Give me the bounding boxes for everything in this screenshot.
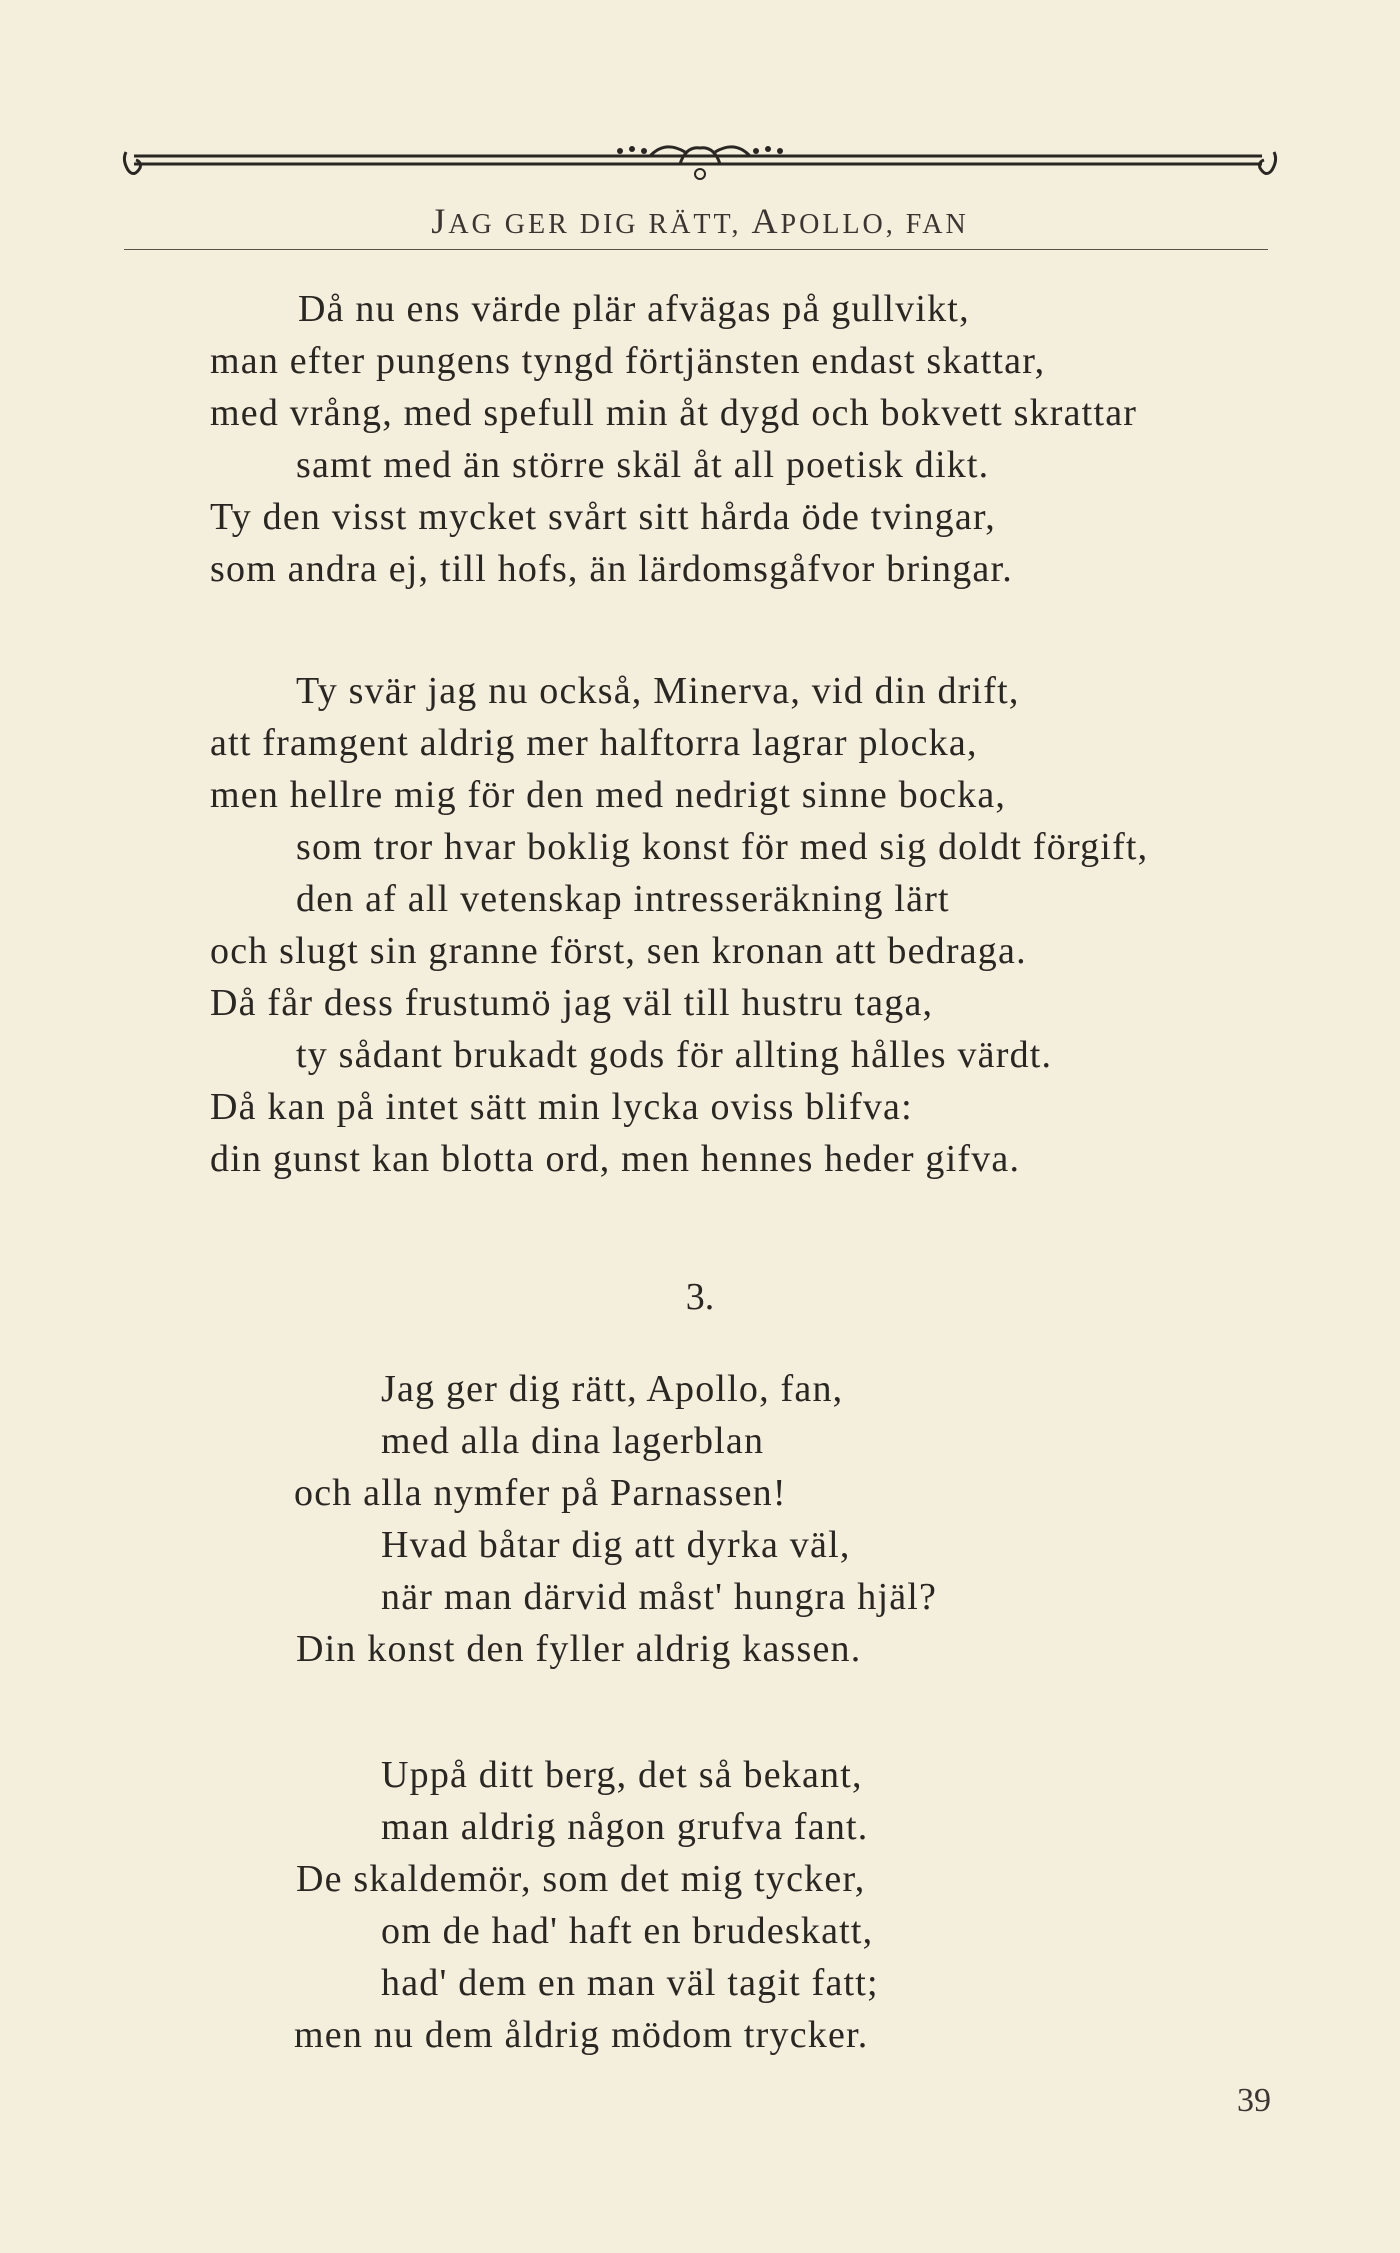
poem-line: Då får dess frustumö jag väl till hustru taga,	[210, 982, 934, 1024]
poem-line: men hellre mig för den med nedrigt sinne bocka,	[210, 774, 1007, 816]
poem-line: men nu dem åldrig mödom trycker.	[294, 2014, 869, 2056]
poem-line: Uppå ditt berg, det så bekant,	[381, 1754, 863, 1796]
header-ornament	[120, 138, 1280, 198]
poem-line: Då kan på intet sätt min lycka oviss blifva:	[210, 1086, 913, 1128]
poem-line: den af all vetenskap intresseräkning lärt	[296, 878, 950, 920]
header-rule	[124, 249, 1268, 250]
poem-line: Ty svär jag nu också, Minerva, vid din drift,	[296, 670, 1020, 712]
poem-line: Då nu ens värde plär afvägas på gullvikt,	[298, 288, 970, 330]
poem-line: och alla nymfer på Parnassen!	[294, 1472, 787, 1514]
poem-line: med alla dina lagerblan	[381, 1420, 765, 1462]
poem-line: när man därvid måst' hungra hjäl?	[381, 1576, 938, 1618]
running-title: JAG GER DIG RÄTT, APOLLO, FAN	[431, 201, 969, 241]
poem-line: och slugt sin granne först, sen kronan att bedraga.	[210, 930, 1027, 972]
section-number: 3.	[685, 1276, 715, 1318]
poem-line: samt med än större skäl åt all poetisk dikt.	[296, 444, 990, 486]
poem-line: Din konst den fyller aldrig kassen.	[296, 1628, 862, 1670]
poem-line: Hvad båtar dig att dyrka väl,	[381, 1524, 851, 1566]
poem-line: med vrång, med spefull min åt dygd och bokvett skrattar	[210, 392, 1138, 434]
poem-line: De skaldemör, som det mig tycker,	[296, 1858, 866, 1900]
poem-line: som andra ej, till hofs, än lärdomsgåfvor bringar.	[210, 548, 1013, 590]
poem-line: man aldrig någon grufva fant.	[381, 1806, 869, 1848]
poem-line: att framgent aldrig mer halftorra lagrar plocka,	[210, 722, 978, 764]
page-number: 39	[1237, 2082, 1271, 2119]
poem-line: som tror hvar boklig konst för med sig doldt förgift,	[296, 826, 1149, 868]
poem-line: Ty den visst mycket svårt sitt hårda öde tvingar,	[210, 496, 996, 538]
poem-line: man efter pungens tyngd förtjänsten endast skattar,	[210, 340, 1046, 382]
poem-line: ty sådant brukadt gods för allting hålles värdt.	[296, 1034, 1053, 1076]
poem-line: Jag ger dig rätt, Apollo, fan,	[381, 1368, 844, 1410]
poem-line: din gunst kan blotta ord, men hennes heder gifva.	[210, 1138, 1021, 1180]
poem-line: had' dem en man väl tagit fatt;	[381, 1962, 879, 2004]
poem-line: om de had' haft en brudeskatt,	[381, 1910, 874, 1952]
